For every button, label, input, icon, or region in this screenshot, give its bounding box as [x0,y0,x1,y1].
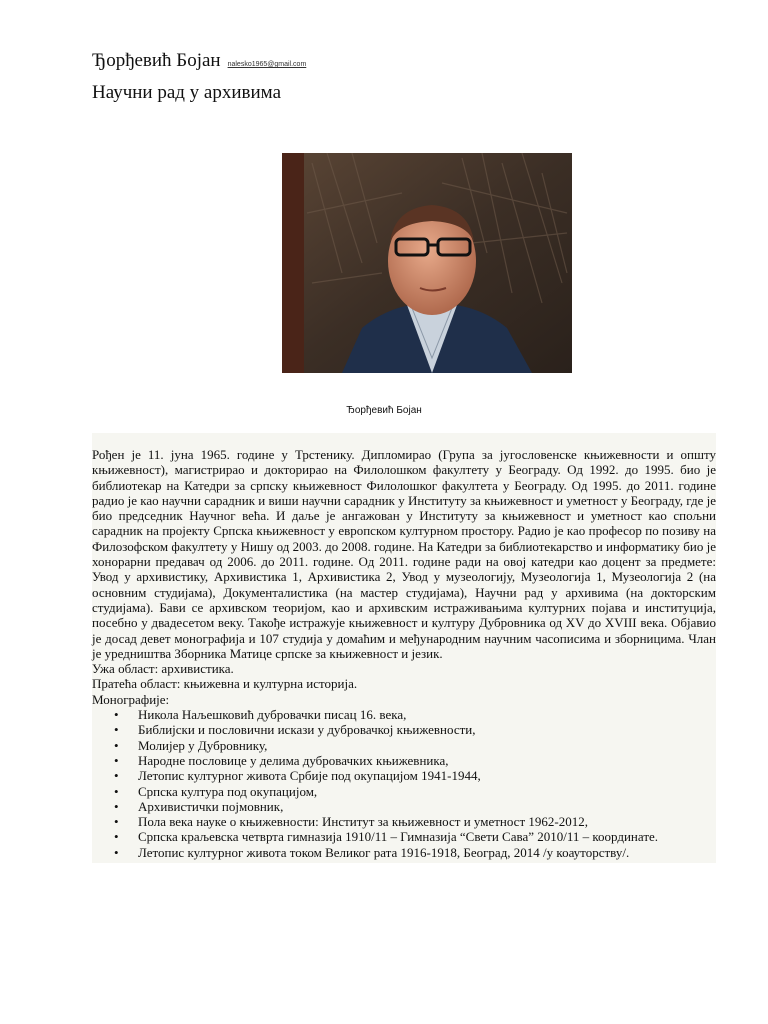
list-item [92,722,716,737]
bullet-icon: • [114,814,119,830]
bullet-icon: • [114,829,119,845]
bullet-icon: • [114,752,119,768]
list-item [92,753,716,768]
list-item [92,799,716,814]
bullet-icon: • [114,798,119,814]
bullet-icon: • [114,737,119,753]
list-item [92,768,716,783]
monographs-label: Монографије: [92,691,170,707]
narrow-field: Ужа област: архивистика. [92,661,234,677]
related-field: Пратећа област: књижевна и културна историја. [92,676,358,692]
bullet-icon: • [114,844,119,860]
monograph-title: Пола века науке о књижевности: Институт за књижевност и уметност 1962-2012, [138,814,588,830]
page-title: Научни рад у архивима [92,82,281,103]
list-item [92,738,716,753]
monograph-title: Молијер у Дубровнику, [138,737,268,753]
list-item [92,845,716,860]
bullet-icon: • [114,783,119,799]
monograph-title: Архивистички појмовник, [138,798,284,814]
monograph-title: Библијски и пословични искази у дубровачкој књижевности, [138,722,476,738]
monograph-title: Српска краљевска четврта гимназија 1910/11 – Гимназија “Свети Сава” 2010/11 – координате. [138,829,659,845]
bullet-icon: • [114,768,119,784]
list-item [92,814,716,829]
list-item [92,829,716,844]
monograph-title: Летопис културног живота током Великог рата 1916-1918, Београд, 2014 /у коауторству/. [138,844,630,860]
portrait-photo [282,153,572,373]
portrait-image [282,153,572,373]
bullet-icon: • [114,722,119,738]
monograph-title: Српска култура под окупацијом, [138,783,318,799]
biography-section [92,433,716,863]
bullet-icon: • [114,707,119,723]
monographs-list [92,707,716,860]
monograph-title: Летопис културног живота Србије под окупацијом 1941-1944, [138,768,481,784]
header [92,50,306,72]
monograph-title: Никола Наљешковић дубровачки писац 16. века, [138,707,407,723]
email-link[interactable]: nalesko1965@gmail.com [227,61,307,68]
list-item [92,707,716,722]
photo-caption: Ђорђевић Бојан [346,405,422,416]
monograph-title: Народне пословице у делима дубровачких књижевника, [138,752,449,768]
biography-text: Рођен је 11. јуна 1965. године у Трстенику. Дипломирао (Група за југословенске књижевности и општу књижевност), магистрирао и докторирао на Филолошком факултету у Београду. Од 1992. до 1995. био је библиотекар на Катедри за српску књижевност Филолошког факултета у Београду. Од 1995. до 2011. године радио је као научни сарадник и виши научни сарадник у Институту за књижевност и уметност у Београду, где је био председник Научног већа. И даље је ангажован у Институту за књижевност и уметност као спољни сарадник на пројекту Српска књижевност у европском културном простору. Радио је као професор по позиву на Филозофском факултету у Нишу од 2003. до 2008. године. На Катедри за библиотекарство и информатику био је хонорарни предавач од 2006. до 2011. године. Од 2011. године ради на овој катедри као доцент за предмете: Увод у архивистику, Архивистика 1, Архивистика 2, Увод у музеологију, Музеологија 1, Музеологија 2 (на основним студијама), Документалистика (на мастер студијама), Научни рад у архивима (на докторским студијама). Бави се архивском теоријом, као и архивским истраживањима културних појава и институција, посебно у двадесетом веку. Такође истражује књижевност и културу Дубровника од XV до XVIII века. Објавио је досад девет монографија и 107 студија у домаћим и међународним научним часописима и зборницима. Члан је уредништва Зборника Матице српске за књижевност и језик. [92,447,716,661]
list-item [92,784,716,799]
author-name: Ђорђевић Бојан [92,50,221,71]
